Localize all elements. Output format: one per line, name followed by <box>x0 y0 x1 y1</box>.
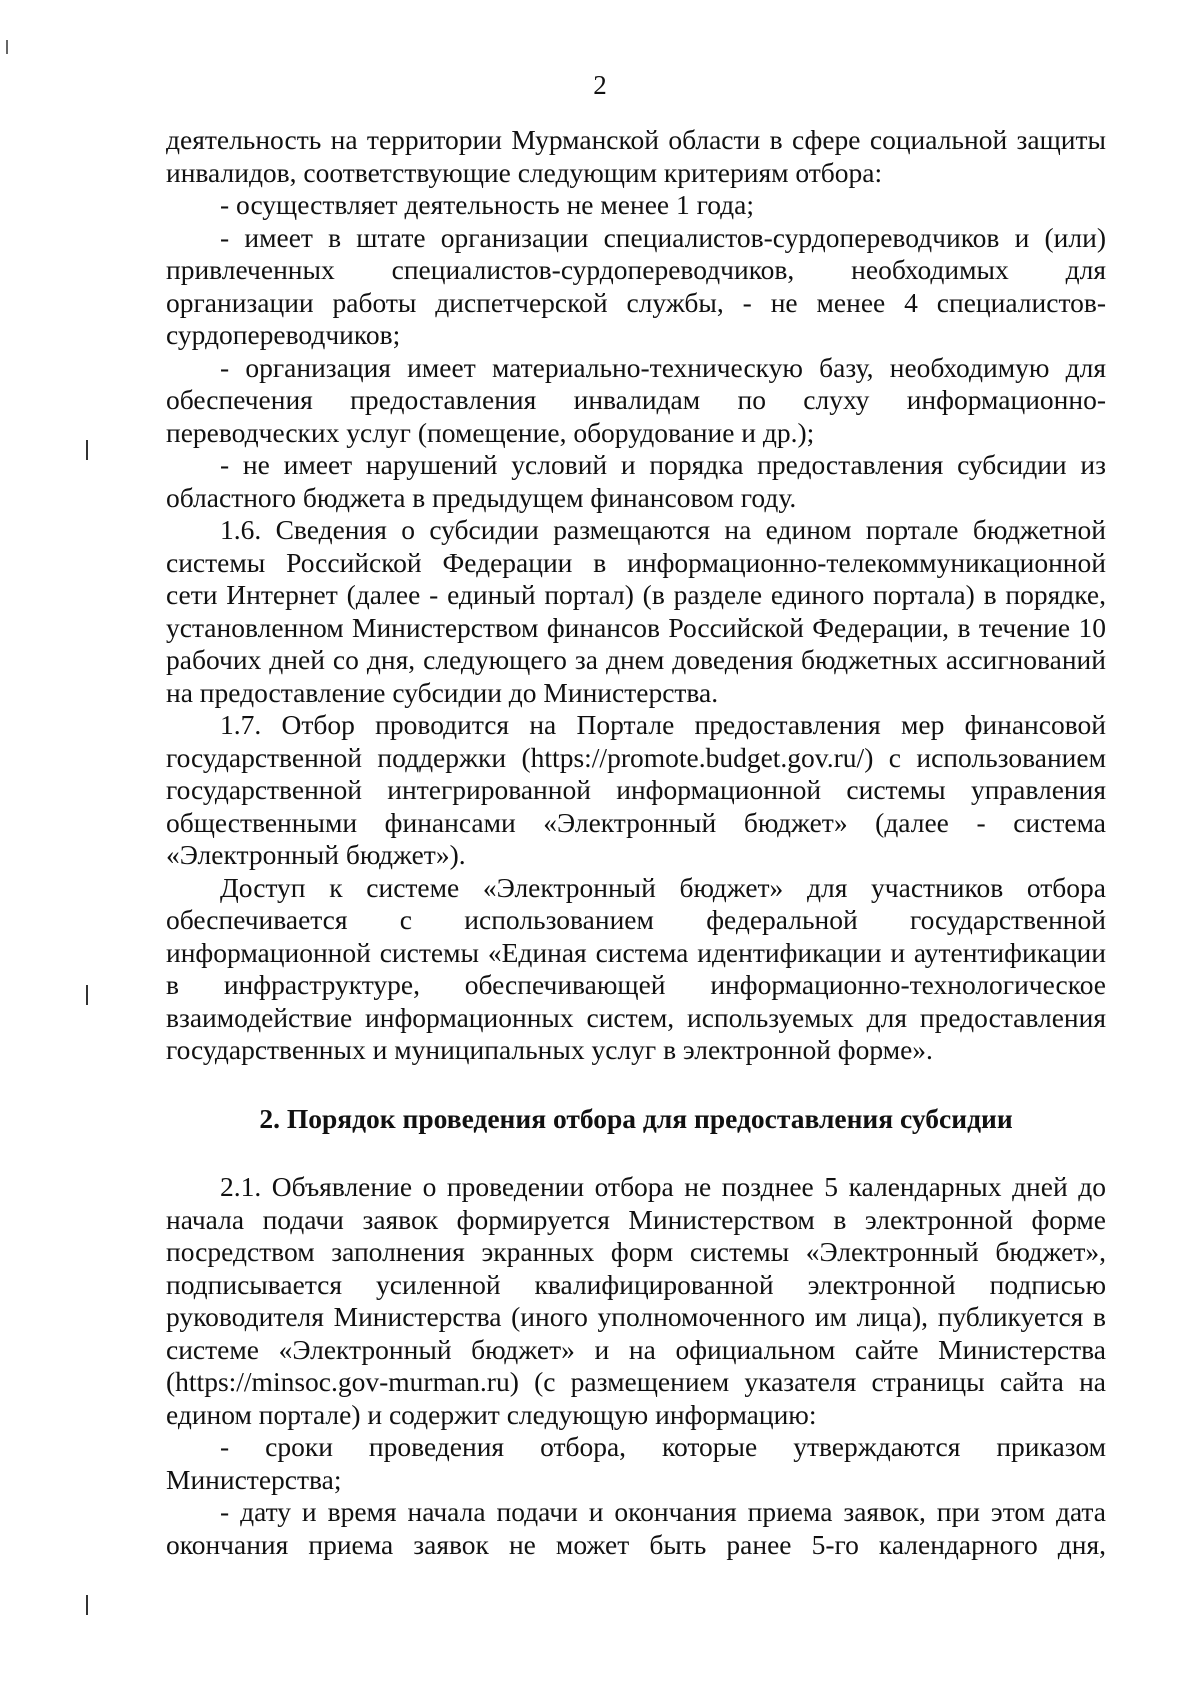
paragraph-7: Доступ к системе «Электронный бюджет» для участников отбора обеспечивается с использованием федеральной государственной информационной системы «Единая система идентификации и аутентификации в инфраструктуре, обеспечивающей информационно-технологическое взаимодействие информационных систем, используемых для предоставления государственных и муниципальных услуг в электронной форме». <box>166 871 1106 1065</box>
paragraph-2: - имеет в штате организации специалистов-сурдопереводчиков и (или) привлеченных специалистов-сурдопереводчиков, необходимых для организации работы диспетчерской службы, - не менее 4 специалистов-сурдопереводчиков; <box>166 221 1106 350</box>
paragraph-3: - организация имеет материально-техническую базу, необходимую для обеспечения предоставления инвалидам по слуху информационно-переводческих услуг (помещение, оборудование и др.); <box>166 351 1106 448</box>
page-number: 2 <box>593 70 607 100</box>
paragraph-1: - осуществляет деятельность не менее 1 года; <box>220 189 754 220</box>
margin-mark <box>86 985 88 1005</box>
section-heading: 2. Порядок проведения отбора для предоставления субсидии <box>259 1102 1013 1134</box>
paragraph-0: деятельность на территории Мурманской области в сфере социальной защиты инвалидов, соответствующие следующим критериям отбора: <box>166 124 1106 188</box>
paragraph-8: 2.1. Объявление о проведении отбора не позднее 5 календарных дней до начала подачи заявок формируется Министерством в электронной форме посредством заполнения экранных форм системы «Электронный бюджет», подписывается усиленной квалифицированной электронной подписью руководителя Министерства (иного уполномоченного им лица), публикуется в системе «Электронный бюджет» и на официальном сайте Министерства (https://minsoc.gov-murman.ru) (с размещением указателя страницы сайта на едином портале) и содержит следующую информацию: <box>166 1171 1106 1430</box>
margin-mark <box>86 440 88 460</box>
margin-mark <box>86 1595 88 1615</box>
document-body <box>166 124 1106 1561</box>
scan-edge-mark <box>6 40 8 54</box>
paragraph-9: - сроки проведения отбора, которые утверждаются приказом Министерства; <box>166 1431 1106 1495</box>
paragraph-4: - не имеет нарушений условий и порядка предоставления субсидии из областного бюджета в предыдущем финансовом году. <box>166 449 1106 513</box>
paragraph-6: 1.7. Отбор проводится на Портале предоставления мер финансовой государственной поддержки (https://promote.budget.gov.ru/) с использованием государственной интегрированной информационной системы управления общественными финансами «Электронный бюджет» (далее - система «Электронный бюджет»). <box>166 709 1106 870</box>
paragraph-10: - дату и время начала подачи и окончания приема заявок, при этом дата окончания приема заявок не может быть ранее 5-го календарного дня, <box>166 1496 1106 1560</box>
paragraph-5: 1.6. Сведения о субсидии размещаются на едином портале бюджетной системы Российской Федерации в информационно-телекоммуникационной сети Интернет (далее - единый портал) (в разделе единого портала) в порядке, установленном Министерством финансов Российской Федерации, в течение 10 рабочих дней со дня, следующего за днем доведения бюджетных ассигнований на предоставление субсидии до Министерства. <box>166 514 1106 708</box>
